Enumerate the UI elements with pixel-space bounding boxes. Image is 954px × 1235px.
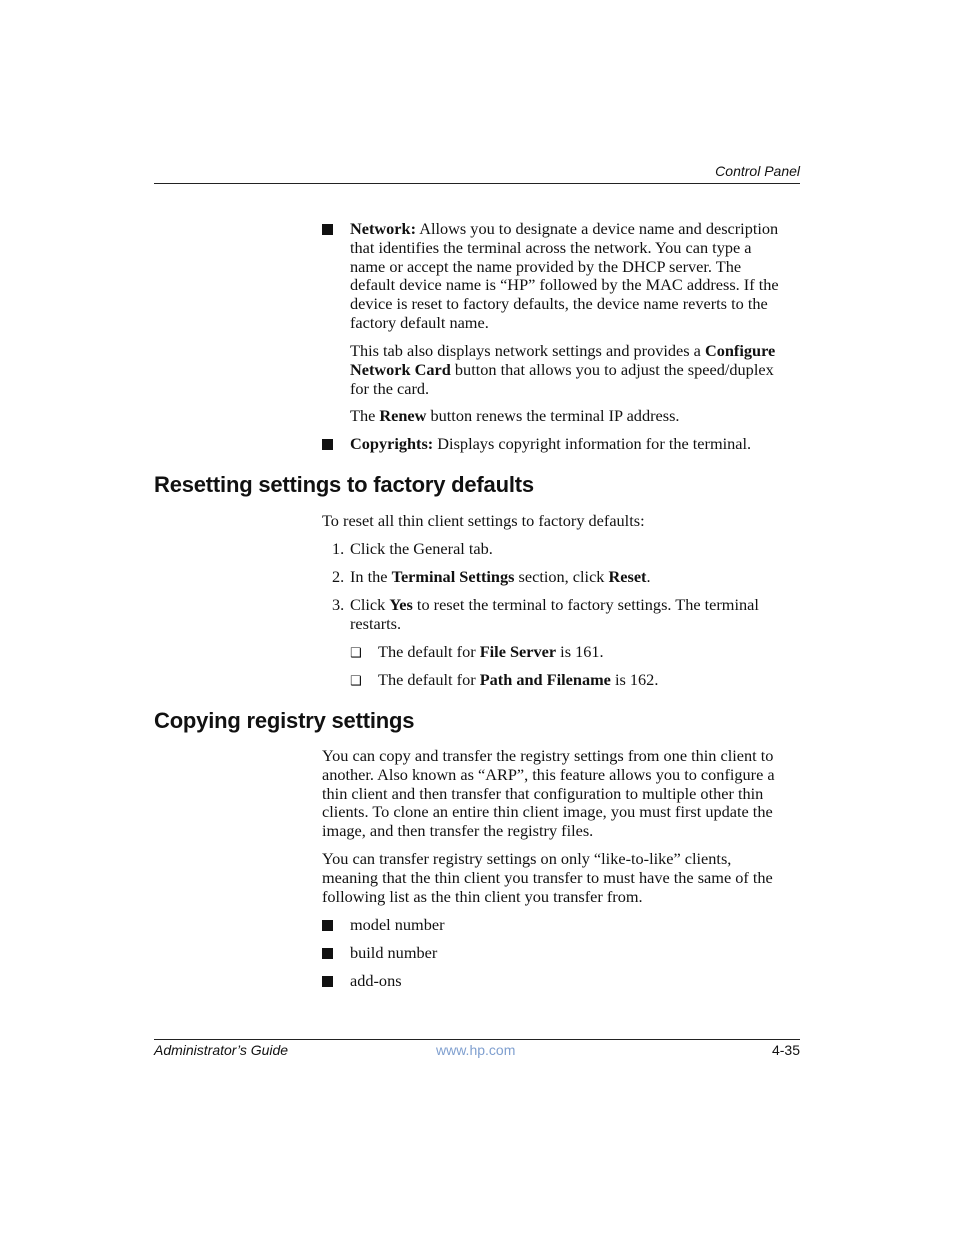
step-number: 2. bbox=[332, 567, 345, 586]
section-heading-copy: Copying registry settings bbox=[154, 708, 415, 733]
copyrights-paragraph: Copyrights: Displays copyright information for the terminal. bbox=[350, 434, 752, 453]
square-bullet-icon bbox=[322, 976, 333, 987]
list-item: model number bbox=[350, 915, 445, 934]
footer-website-link[interactable]: www.hp.com bbox=[436, 1042, 516, 1058]
copy-paragraph-1: You can copy and transfer the registry settings from one thin client to another. Also known as “ARP”, this feature allows you to configure a thin client and then transfer that configuration to multiple other thin clients. To clone an entire thin client image, you must first update the image, and then transfer the registry files. bbox=[322, 746, 775, 841]
header-rule bbox=[154, 183, 800, 184]
step-3: Click Yes to reset the terminal to factory settings. The terminal restarts. bbox=[350, 595, 759, 633]
square-bullet-icon bbox=[322, 224, 333, 235]
sub-item-path-filename: The default for Path and Filename is 162. bbox=[378, 670, 659, 689]
reset-intro: To reset all thin client settings to factory defaults: bbox=[322, 511, 645, 530]
network-label: Network: bbox=[350, 219, 417, 238]
copy-paragraph-2: You can transfer registry settings on only “like-to-like” clients, meaning that the thin client you transfer to must have the same of the following list as the thin client you transfer from. bbox=[322, 849, 773, 906]
square-bullet-icon bbox=[322, 920, 333, 931]
renew-paragraph: The Renew button renews the terminal IP address. bbox=[350, 406, 680, 425]
step-number: 3. bbox=[332, 595, 345, 614]
step-2: In the Terminal Settings section, click Reset. bbox=[350, 567, 651, 586]
list-item: build number bbox=[350, 943, 438, 962]
checkbox-bullet-icon: ❑ bbox=[350, 674, 362, 689]
page-number: 4-35 bbox=[771, 1042, 800, 1058]
footer-rule bbox=[154, 1039, 800, 1040]
running-header: Control Panel bbox=[715, 163, 800, 179]
step-number: 1. bbox=[332, 539, 345, 558]
step-1: Click the General tab. bbox=[350, 539, 493, 558]
network-paragraph: Network: Allows you to designate a device name and description that identifies the terminal across the network. You can type a name or accept the name provided by the DHCP server. The default device name is “HP” followed by the MAC address. If the device is reset to factory defaults, the device name reverts to the factory default name. bbox=[350, 219, 779, 332]
square-bullet-icon bbox=[322, 948, 333, 959]
list-item: add-ons bbox=[350, 971, 402, 990]
section-heading-reset: Resetting settings to factory defaults bbox=[154, 472, 534, 497]
square-bullet-icon bbox=[322, 439, 333, 450]
network-settings-paragraph: This tab also displays network settings and provides a Configure Network Card button that allows you to adjust the speed/duplex for the card. bbox=[350, 341, 776, 398]
footer-guide-title: Administrator’s Guide bbox=[154, 1042, 289, 1058]
checkbox-bullet-icon: ❑ bbox=[350, 646, 362, 661]
sub-item-file-server: The default for File Server is 161. bbox=[378, 642, 604, 661]
